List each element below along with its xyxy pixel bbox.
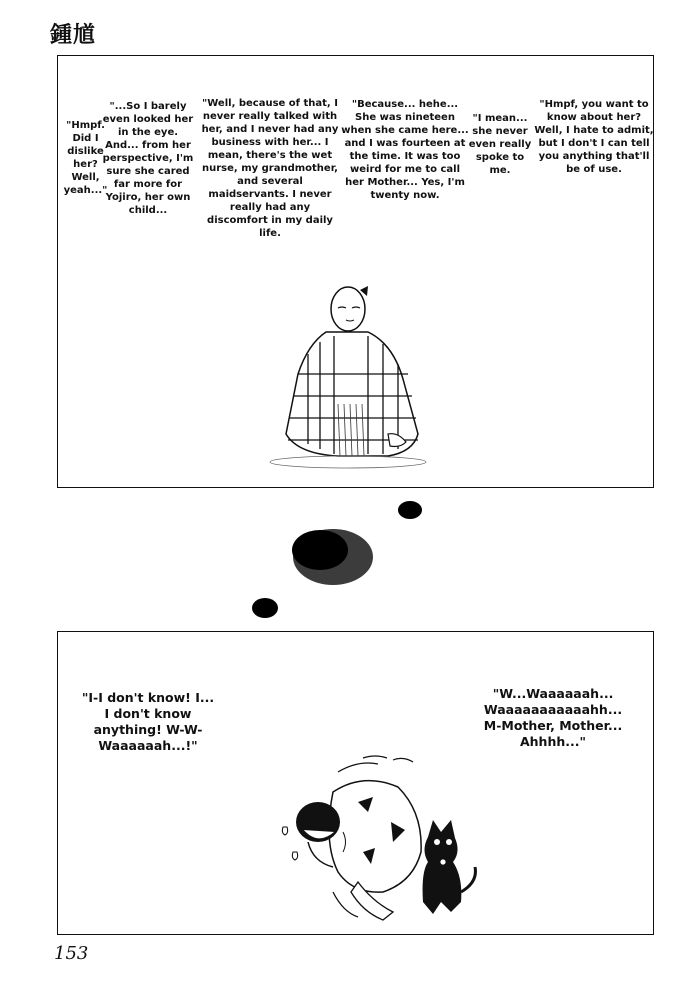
- page-header-title: 鍾馗: [50, 22, 97, 48]
- speech-bubble-right: "W...Waaaaaah... Waaaaaaaaaaahh... M-Mother, Mother... Ahhhh...": [483, 686, 623, 749]
- kneeling-man-illustration: [268, 284, 428, 474]
- speech-bubble-5: "I mean... she never even really spoke to me.: [468, 113, 532, 176]
- ink-blot-decoration: [240, 495, 440, 625]
- manga-panel-bottom: [57, 631, 654, 935]
- speech-bubble-4: "Because... hehe... She was nineteen when she came here... and I was fourteen at the time. It was too weird for me to call her Mother... Yes, I'm twenty now.: [341, 99, 469, 201]
- speech-bubble-2: "...So I barely even looked her in the eye. And... from her perspective, I'm sure she cared far more for Yojiro, her own child...: [102, 101, 194, 216]
- speech-bubble-left: "I-I don't know! I... I don't know anything! W-W-Waaaaaah...!": [81, 690, 215, 753]
- crying-child-with-cat-illustration: [263, 752, 503, 927]
- speech-bubble-6: "Hmpf, you want to know about her? Well, I hate to admit, but I don't I can tell you anything that'll be of use.: [534, 99, 654, 175]
- speech-bubble-3: "Well, because of that, I never really talked with her, and I never had any business with her... I mean, there's the wet nurse, my grandmother, and several maidservants. I never really had any discomfort in my daily life.: [201, 98, 339, 239]
- manga-panel-top: [57, 55, 654, 488]
- speech-bubble-1: "Hmpf. Did I dislike her? Well, yeah...": [63, 120, 108, 196]
- page-number: 153: [54, 943, 89, 964]
